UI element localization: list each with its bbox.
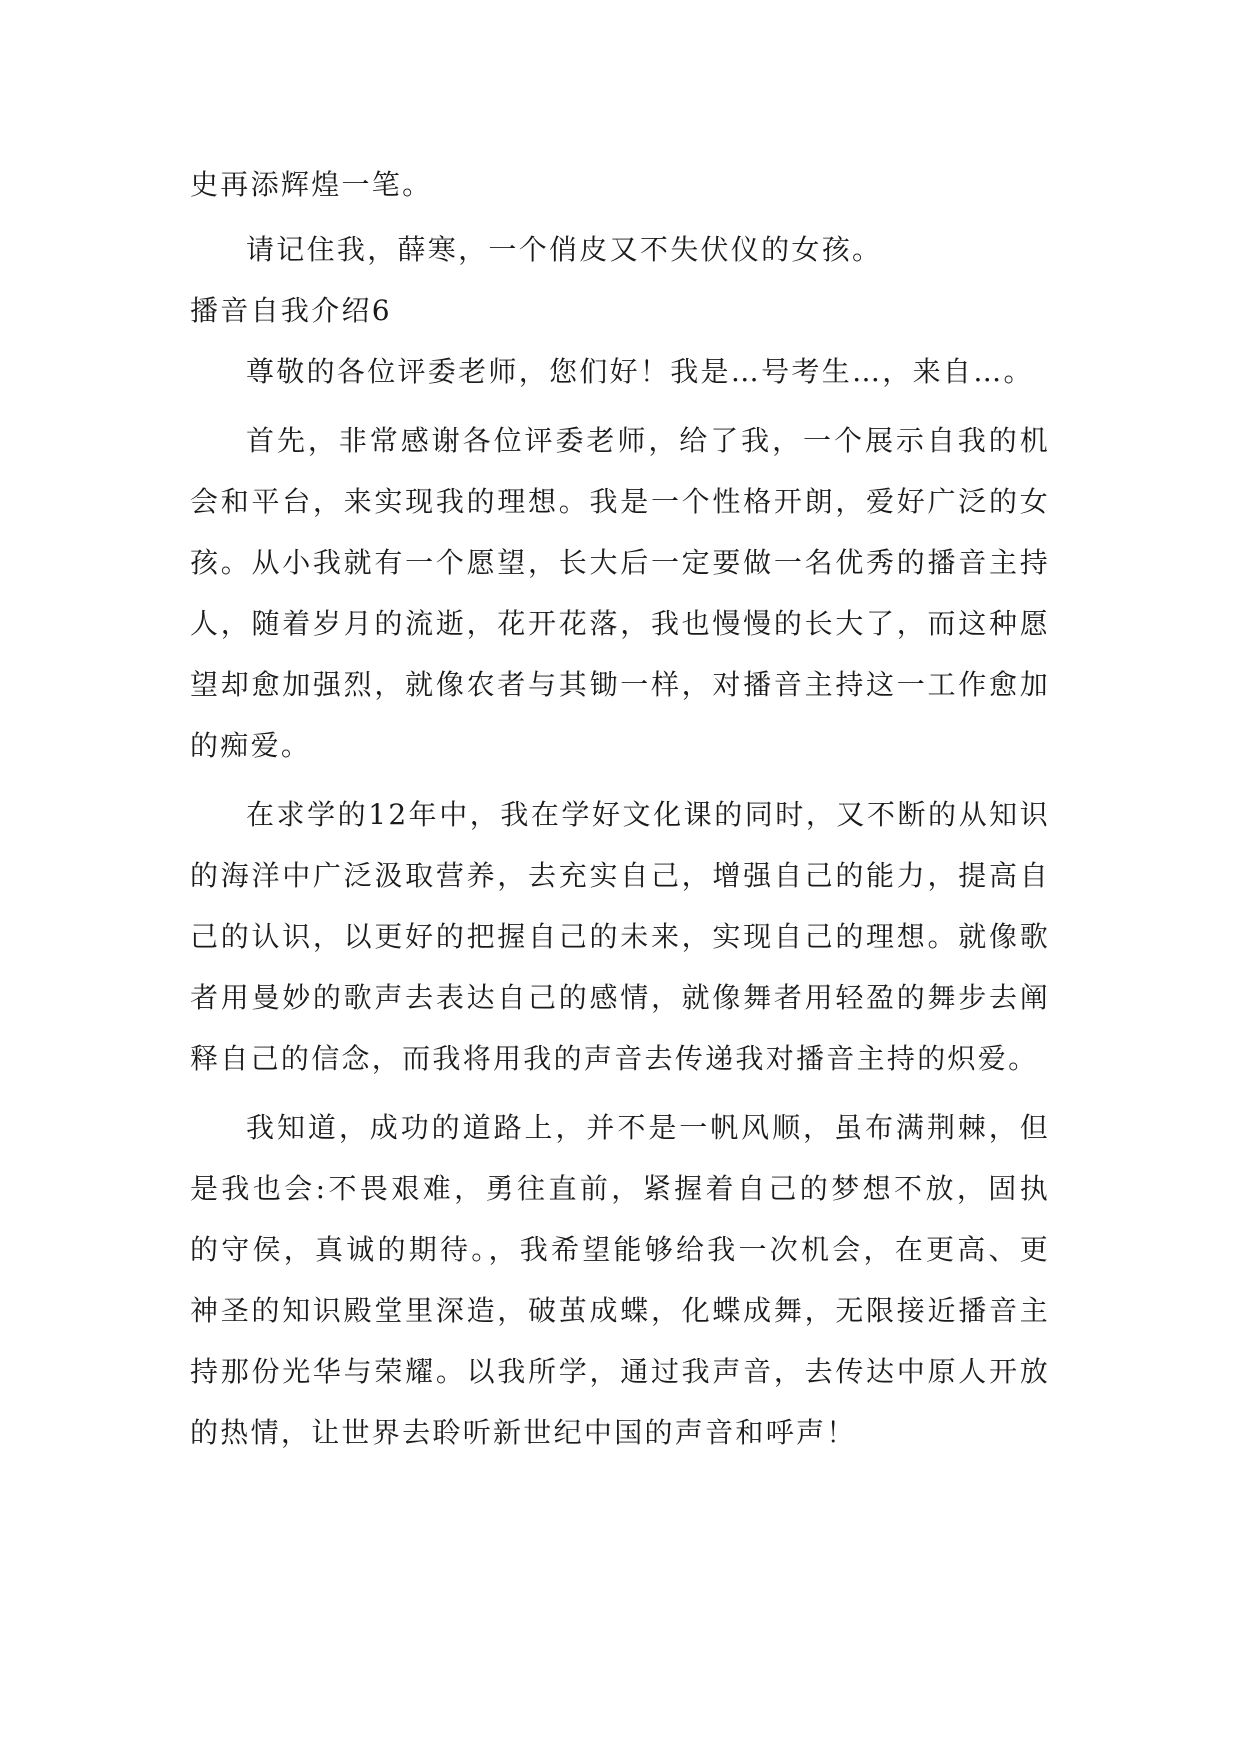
document-body bbox=[190, 154, 1050, 1471]
continuation-text: 史再添辉煌一笔。 bbox=[190, 168, 433, 201]
paragraph-aspiration: 我知道，成功的道路上，并不是一帆风顺，虽布满荆棘，但是我也会:不畏艰难，勇往直前，紧握着自己的梦想不放，固执的守侯，真诚的期待。，我希望能够给我一次机会，在更高、更神圣的知识殿堂里深造，破茧成蝶，化蝶成舞，无限接近播音主持那份光华与荣耀。以我所学，通过我声音，去传达中原人开放的热情，让世界去聆听新世纪中国的声音和呼声！ bbox=[190, 1111, 1050, 1449]
paragraph-greeting: 尊敬的各位评委老师，您们好！我是…号考生…，来自…。 bbox=[246, 355, 1034, 388]
paragraph-study: 在求学的12年中，我在学好文化课的同时，又不断的从知识的海洋中广泛汲取营养，去充实自己，增强自己的能力，提高自己的认识，以更好的把握自己的未来，实现自己的理想。就像歌者用曼妙的歌声去表达自己的感情，就像舞者用轻盈的舞步去阐释自己的信念，而我将用我的声音去传递我对播音主持的炽爱。 bbox=[190, 798, 1050, 1075]
paragraph-thanks: 首先，非常感谢各位评委老师，给了我，一个展示自我的机会和平台，来实现我的理想。我是一个性格开朗，爱好广泛的女孩。从小我就有一个愿望，长大后一定要做一名优秀的播音主持人，随着岁月的流逝，花开花落，我也慢慢的长大了，而这种愿望却愈加强烈，就像农者与其锄一样，对播音主持这一工作愈加的痴爱。 bbox=[190, 424, 1050, 762]
closing-line: 请记住我，薛寒，一个俏皮又不失伏仪的女孩。 bbox=[246, 233, 883, 266]
section-title: 播音自我介绍6 bbox=[190, 294, 392, 327]
